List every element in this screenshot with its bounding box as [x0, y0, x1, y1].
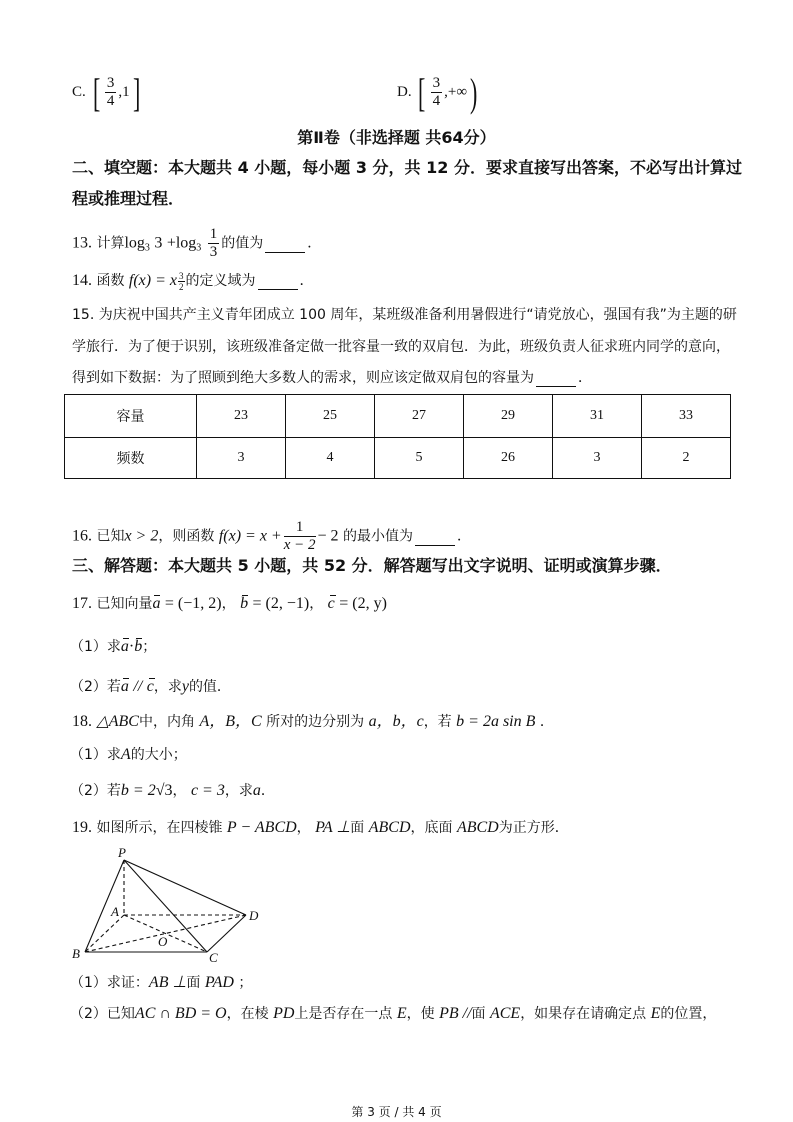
- page-footer: 第 3 页 / 共 4 页: [351, 1105, 442, 1119]
- table-cell: 26: [464, 438, 553, 479]
- paren-close: ): [470, 69, 478, 115]
- pyramid-diagram: [60, 840, 280, 970]
- vector-a: a: [152, 595, 161, 612]
- option-c: C. [ $\frac{3}{4}$ ,1]: [72, 69, 140, 115]
- question-17-part1: （1）求a·b；: [70, 638, 157, 655]
- label-C: C: [209, 950, 218, 965]
- question-17-part2: （2）若a // c，求y的值．: [70, 678, 231, 695]
- fraction: $\frac{1}{3}$: [209, 226, 218, 260]
- label-P: P: [118, 845, 126, 860]
- table-cell: 23: [197, 395, 286, 438]
- bracket-open: [: [92, 69, 100, 115]
- table-cell: 27: [375, 395, 464, 438]
- fraction: $\frac{3}{4}$: [432, 75, 441, 110]
- table-cell: 2: [642, 438, 731, 479]
- table-header-cell: 容量: [65, 395, 197, 438]
- table-cell: 5: [375, 438, 464, 479]
- section-solve-heading: 三、解答题：本大题共 5 小题，共 52 分．解答题写出文字说明、证明或演算步骤．: [72, 556, 672, 575]
- label-D: D: [249, 908, 259, 923]
- label-O: O: [158, 934, 168, 949]
- sqrt-three: √3: [155, 782, 173, 799]
- question-16: 16. 已知x > 2，则函数 f(x) = x + $\frac{1}{x - 2}$ − 2 的最小值为 ．: [72, 519, 471, 553]
- question-19-part2: （2）已知AC ∩ BD = O，在棱 PD上是否存在一点 E，使 PB //面 ACE，如果存在请确定点 E的位置，: [70, 1005, 717, 1022]
- question-15-line3: 得到如下数据：为了照顾到绝大多数人的需求，则应该定做双肩包的容量为 ．: [72, 370, 592, 386]
- table-cell: 4: [286, 438, 375, 479]
- question-19: 19. 如图所示，在四棱锥 P − ABCD， PA ⊥面 ABCD，底面 ABCD为正方形．: [72, 819, 569, 836]
- table-cell: 3: [197, 438, 286, 479]
- table-row: [65, 395, 731, 438]
- vector-b: b: [240, 595, 249, 612]
- question-18-part1: （1）求A的大小；: [70, 746, 187, 763]
- option-c-label: C.: [72, 84, 86, 100]
- table-cell: 31: [553, 395, 642, 438]
- capacity-frequency-table: [64, 394, 731, 479]
- fraction: $\frac{1}{x - 2}$: [283, 519, 316, 553]
- question-13: 13. 计算$\log_3 3 +\log_3$ $\frac{1}{3}$ 的值为 ．: [72, 226, 322, 260]
- bracket-close: ]: [132, 69, 140, 115]
- label-B: B: [72, 946, 80, 961]
- answer-blank: [536, 372, 576, 387]
- table-header-cell: 频数: [65, 438, 197, 479]
- fraction: $\frac{3}{4}$: [106, 75, 115, 110]
- option-d: D. [ $\frac{3}{4}$ ,+∞): [397, 69, 478, 115]
- label-A: A: [111, 904, 119, 919]
- table-cell: 3: [553, 438, 642, 479]
- option-d-label: D.: [397, 84, 412, 100]
- section-fill-heading-line1: 二、填空题：本大题共 4 小题，每小题 3 分，共 12 分．要求直接写出答案，不必写出计算过: [72, 158, 742, 177]
- question-18: 18. △ABC中，内角 A，B，C 所对的边分别为 a，b，c，若 b = 2a sin B ．: [72, 713, 554, 730]
- table-row: [65, 438, 731, 479]
- question-17: 17. 已知向量a = (−1, 2)， b = (2, −1)， c = (2, y): [72, 595, 387, 612]
- question-14: 14. 函数 f(x) = x $\frac{3}{2}$ 的定义域为 ．: [72, 271, 314, 293]
- bracket-open: [: [418, 69, 426, 115]
- table-cell: 25: [286, 395, 375, 438]
- table-cell: 29: [464, 395, 553, 438]
- section-fill-heading-line2: 程或推理过程．: [72, 189, 185, 208]
- answer-blank: [415, 531, 455, 546]
- question-18-part2: （2）若b = 2√3， c = 3，求a．: [70, 782, 275, 799]
- question-15-line1: 15. 为庆祝中国共产主义青年团成立 100 周年，某班级准备利用暑假进行“请党放心，强国有我”为主题的研: [72, 307, 737, 323]
- question-15-line2: 学旅行．为了便于识别，该班级准备定做一批容量一致的双肩包．为此，班级负责人征求班内同学的意向，: [72, 339, 730, 355]
- answer-blank: [258, 275, 298, 290]
- exponent-fraction: $\frac{3}{2}$: [179, 271, 184, 293]
- table-cell: 33: [642, 395, 731, 438]
- answer-blank: [265, 238, 305, 253]
- question-19-part1: （1）求证：AB ⊥面 PAD ；: [70, 974, 253, 991]
- vector-c: c: [327, 595, 335, 612]
- part-title: 第Ⅱ卷（非选择题 共64分）: [297, 128, 496, 147]
